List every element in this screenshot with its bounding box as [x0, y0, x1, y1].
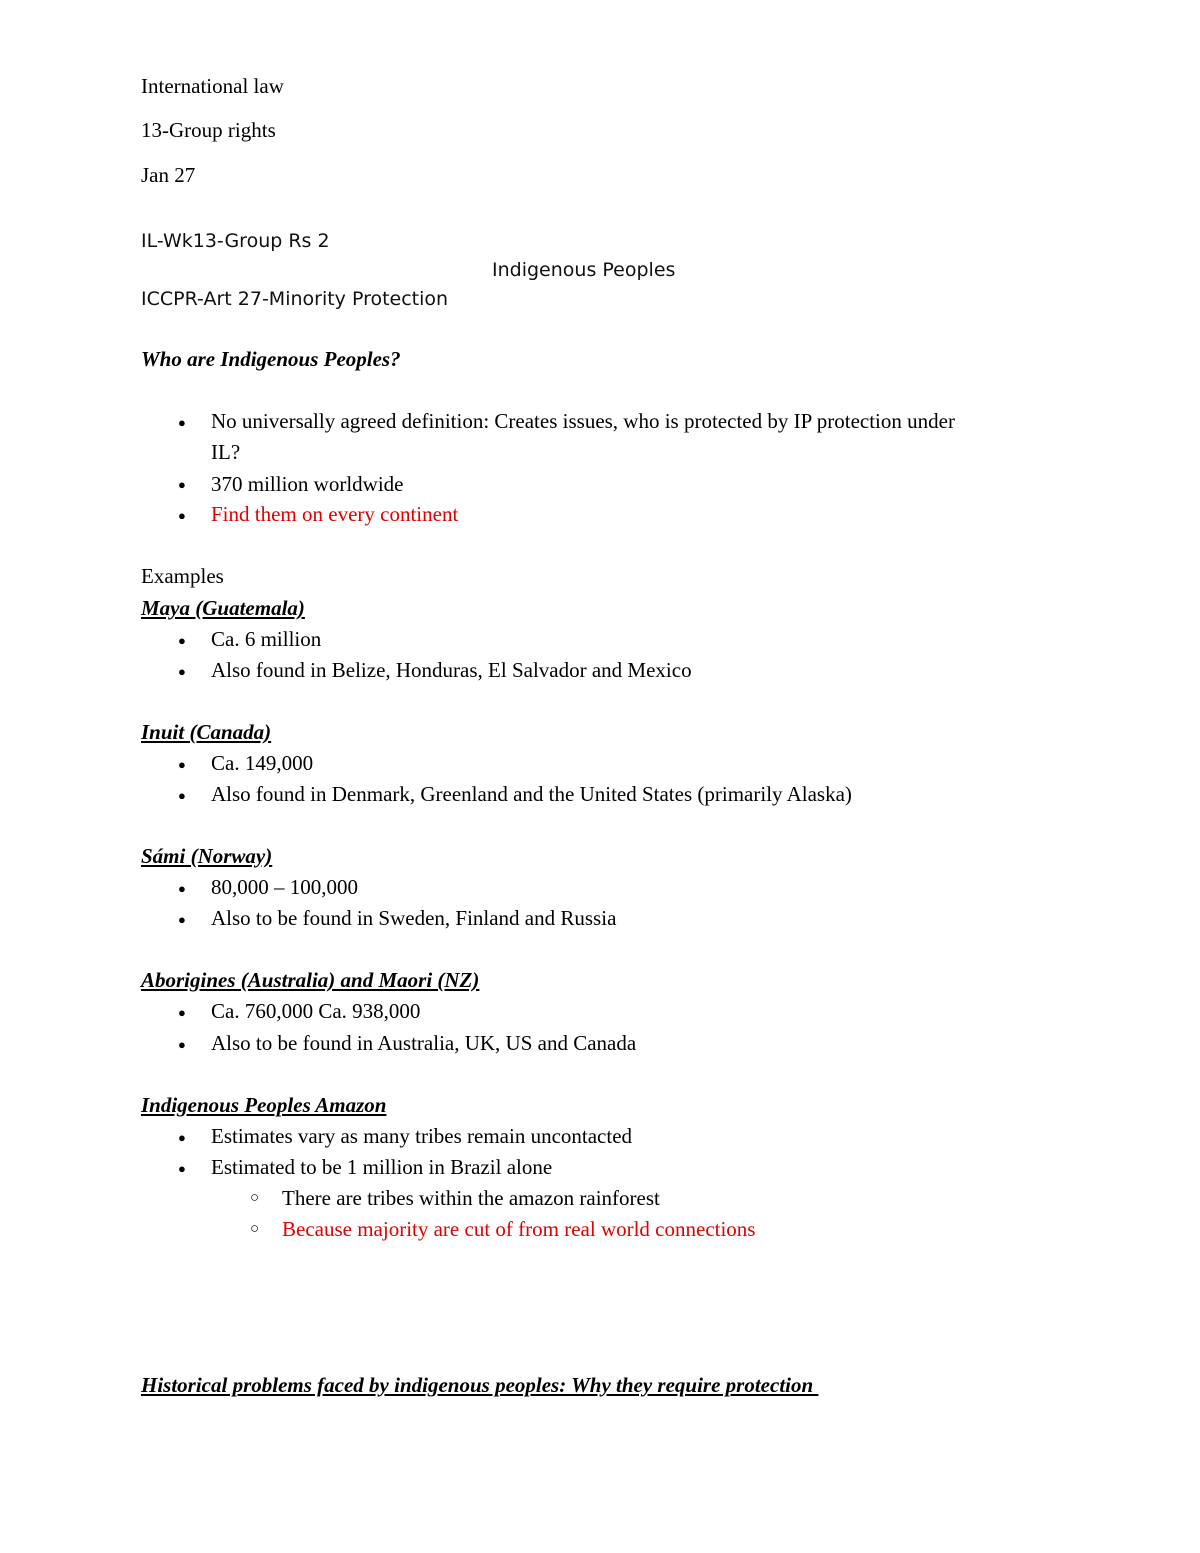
inuit-bullet-1: Ca. 149,000	[211, 751, 314, 775]
sub-bullet-circle: ○	[250, 1190, 260, 1206]
bullet-dot: ●	[178, 912, 186, 927]
bullet-dot: ●	[178, 881, 186, 896]
slide-ref: IL-Wk13-Group Rs 2	[141, 230, 330, 252]
amazon-bullet-1: Estimates vary as many tribes remain uncontacted	[211, 1124, 633, 1148]
bullet-dot: ●	[178, 1130, 186, 1145]
course-title: International law	[141, 74, 284, 98]
bullet-dot: ●	[178, 1161, 186, 1176]
aborigines-bullet-2: Also to be found in Australia, UK, US and Canada	[211, 1031, 637, 1055]
maya-bullet-1: Ca. 6 million	[211, 627, 322, 651]
bullet-dot: ●	[178, 757, 186, 772]
bullet-dot: ●	[178, 477, 186, 492]
inuit-heading: Inuit (Canada)	[141, 720, 272, 744]
amazon-heading: Indigenous Peoples Amazon	[141, 1093, 387, 1117]
aborigines-bullet-1: Ca. 760,000 Ca. 938,000	[211, 999, 421, 1023]
maya-heading: Maya (Guatemala)	[141, 596, 305, 620]
bullet-dot: ●	[178, 508, 186, 523]
examples-label: Examples	[141, 564, 224, 588]
sami-bullet-2: Also to be found in Sweden, Finland and Russia	[211, 906, 617, 930]
sami-bullet-1: 80,000 – 100,000	[211, 875, 358, 899]
who-heading: Who are Indigenous Peoples?	[141, 347, 401, 371]
bullet-dot: ●	[178, 664, 186, 679]
amazon-bullet-2: Estimated to be 1 million in Brazil alone	[211, 1155, 553, 1179]
historical-heading: Historical problems faced by indigenous peoples: Why they require protection	[141, 1373, 819, 1397]
amazon-subbullet-2: Because majority are cut of from real world connections	[282, 1217, 756, 1241]
slide-title: Indigenous Peoples	[492, 259, 676, 281]
sami-heading: Sámi (Norway)	[141, 844, 273, 868]
maya-bullet-2: Also found in Belize, Honduras, El Salvador and Mexico	[211, 658, 692, 682]
bullet-dot: ●	[178, 1005, 186, 1020]
bullet-dot: ●	[178, 788, 186, 803]
who-bullet-1: No universally agreed definition: Creates issues, who is protected by IP protection under	[211, 409, 955, 433]
sub-bullet-circle: ○	[250, 1221, 260, 1237]
bullet-dot: ●	[178, 633, 186, 648]
bullet-dot: ●	[178, 1037, 186, 1052]
amazon-subbullet-1: There are tribes within the amazon rainforest	[282, 1186, 660, 1210]
date: Jan 27	[141, 163, 196, 187]
topic-title: 13-Group rights	[141, 118, 276, 142]
inuit-bullet-2: Also found in Denmark, Greenland and the United States (primarily Alaska)	[211, 782, 852, 806]
who-bullet-1-cont: IL?	[211, 440, 241, 464]
aborigines-heading: Aborigines (Australia) and Maori (NZ)	[141, 968, 480, 992]
who-bullet-2: 370 million worldwide	[211, 472, 404, 496]
slide-subtitle: ICCPR-Art 27-Minority Protection	[141, 288, 449, 310]
who-bullet-3: Find them on every continent	[211, 502, 459, 526]
bullet-dot: ●	[178, 415, 186, 430]
